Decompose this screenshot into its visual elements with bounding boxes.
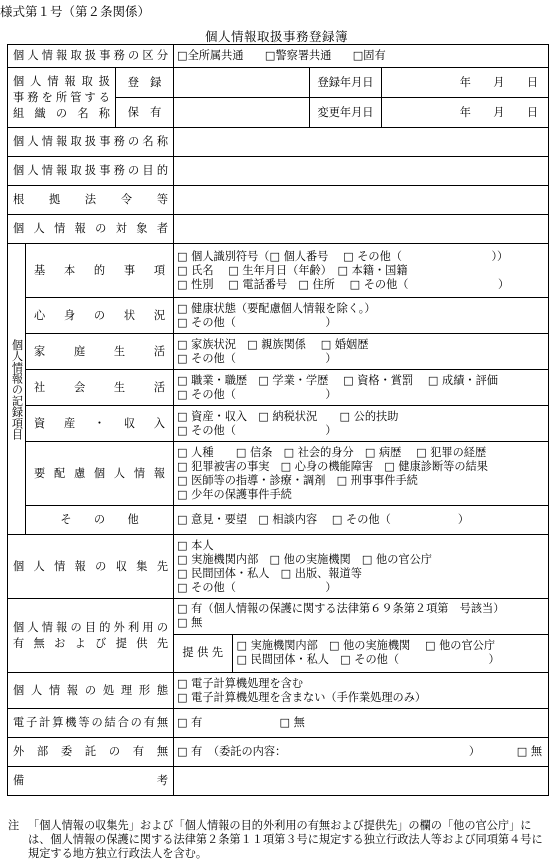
outside-use-cell — [174, 599, 549, 673]
change-date-field[interactable]: 年 月 日 — [382, 98, 549, 128]
label-social: 社会生活 — [26, 370, 174, 406]
label-target: 個人情報の対象者 — [8, 215, 174, 244]
option-police-station[interactable]: □警察署共通 — [264, 49, 332, 62]
label-register-date: 登録年月日 — [310, 68, 382, 98]
label-record-items: 個人情報の記録項目 — [8, 244, 26, 535]
label-sensitive: 要配慮個人情報 — [26, 442, 174, 506]
row-kubun — [8, 45, 549, 68]
row-sensitive — [8, 442, 549, 506]
label-combination: 電子計算機等の結合の有無 — [8, 709, 174, 738]
label-name: 個人情報取扱事務の名称 — [8, 128, 174, 157]
provide-options[interactable]: □ 実施機関内部 □ 他の実施機関 □ 他の官公庁 □ 民間団体・私人 □ その他（ ） — [236, 639, 500, 667]
family-options[interactable]: □ 家族状況 □ 親族関係 □ 婚姻歴 □ その他（ ） — [174, 334, 549, 370]
registry-table — [7, 44, 549, 796]
label-provide: 提 供 先 — [174, 634, 232, 672]
page-title: 個人情報取扱事務登録簿 — [204, 29, 348, 44]
label-asset: 資産・収入 — [26, 406, 174, 442]
basic-options[interactable]: □ 個人識別符号（□ 個人番号 □ その他（ ）） □ 氏名 □ 生年月日（年齢） □ 本籍・国籍 □ 性別 □ 電話番号 □ 住所 □ その他（ ） — [174, 244, 549, 298]
label-basic: 基本的事項 — [26, 244, 174, 298]
label-hold: 保 有 — [116, 98, 174, 128]
row-law — [8, 186, 549, 215]
outside-use-options[interactable]: □ 有（個人情報の保護に関する法律第６９条第２項第 号該当） □ 無 — [174, 599, 548, 634]
combination-options[interactable] — [174, 709, 549, 738]
social-options[interactable]: □ 職業・職歴 □ 学業・学歴 □ 資格・賞罰 □ 成績・評価 □ その他（ ） — [174, 370, 549, 406]
label-outsource: 外部委託の有無 — [8, 738, 174, 767]
row-name — [8, 128, 549, 157]
label-other: そ の 他 — [26, 506, 174, 535]
label-outside-use: 個人情報の目的外利用の 有無および提供先 — [8, 599, 174, 673]
footnote-mark: 注 — [8, 819, 20, 832]
form-id: 様式第１号（第２条関係） — [0, 4, 151, 19]
outsource-close: ） — [468, 745, 481, 758]
row-combination — [8, 709, 549, 738]
law-field[interactable] — [174, 186, 549, 215]
row-other — [8, 506, 549, 535]
row-target — [8, 215, 549, 244]
label-law: 根拠法令等 — [8, 186, 174, 215]
outsource-no[interactable]: □ 無 — [516, 745, 543, 758]
purpose-field[interactable] — [174, 157, 549, 186]
row-social — [8, 370, 549, 406]
hold-org-field[interactable] — [174, 98, 310, 128]
label-purpose: 個人情報取扱事務の目的 — [8, 157, 174, 186]
label-org: 個人情報取扱 事務を所管する 組 織 の 名 称 — [8, 68, 116, 128]
label-processing: 個人情報の処理形態 — [8, 673, 174, 709]
row-basic — [8, 244, 549, 298]
option-specific[interactable]: □固有 — [352, 49, 386, 62]
label-family: 家庭生活 — [26, 334, 174, 370]
label-kubun: 個人情報取扱事務の区分 — [8, 45, 174, 68]
option-all-dept[interactable]: □全所属共通 — [177, 49, 244, 62]
register-org-field[interactable] — [174, 68, 310, 98]
row-mind — [8, 298, 549, 334]
asset-options[interactable]: □ 資産・収入 □ 納税状況 □ 公的扶助 □ その他（ ） — [174, 406, 549, 442]
label-remarks: 備考 — [8, 767, 174, 796]
mind-options[interactable]: □ 健康状態（要配慮個人情報を除く。） □ その他（ ） — [174, 298, 549, 334]
label-mind: 心身の状況 — [26, 298, 174, 334]
remarks-field[interactable] — [174, 767, 549, 796]
row-family — [8, 334, 549, 370]
sensitive-options[interactable]: □ 人種 □ 信条 □ 社会的身分 □ 病歴 □ 犯罪の経歴 □ 犯罪被害の事実 □ 心身の機能障害 □ 健康診断等の結果 □ 医師等の指導・診療・調剤 □ 刑事事件手続 □ 少年の保護事件手続 — [174, 442, 549, 506]
kubun-options[interactable] — [174, 45, 549, 68]
row-outside-use — [8, 599, 549, 673]
combination-no[interactable]: □ 無 — [279, 716, 305, 729]
row-outsource — [8, 738, 549, 767]
row-purpose — [8, 157, 549, 186]
outsource-options[interactable] — [174, 738, 549, 767]
name-field[interactable] — [174, 128, 549, 157]
row-collection — [8, 535, 549, 599]
outsource-yes[interactable]: □ 有 （委託の内容： — [177, 745, 287, 758]
register-date-field[interactable]: 年 月 日 — [382, 68, 549, 98]
row-org-register — [8, 68, 549, 98]
collection-options[interactable]: □ 本人 □ 実施機関内部 □ 他の実施機関 □ 他の官公庁 □ 民間団体・私人 □ 出版、報道等 □ その他（ ） — [174, 535, 549, 599]
row-asset — [8, 406, 549, 442]
processing-options[interactable]: □ 電子計算機処理を含む □ 電子計算機処理を含まない（手作業処理のみ） — [174, 673, 549, 709]
row-processing — [8, 673, 549, 709]
target-field[interactable] — [174, 215, 549, 244]
footnote-text: 「個人情報の収集先」および「個人情報の目的外利用の有無および提供先」の欄の「他の官公庁」には、個人情報の保護に関する法律第２条第１１項第３号に規定する独立行政法人等および同項第４号に規定する地方独立行政法人を含む。 — [28, 819, 543, 860]
row-remarks — [8, 767, 549, 796]
label-change-date: 変更年月日 — [310, 98, 382, 128]
label-register: 登 録 — [116, 68, 174, 98]
label-collection: 個人情報の収集先 — [8, 535, 174, 599]
combination-yes[interactable]: □ 有 — [177, 716, 203, 729]
other-options[interactable]: □ 意見・要望 □ 相談内容 □ その他（ ） — [174, 506, 549, 535]
